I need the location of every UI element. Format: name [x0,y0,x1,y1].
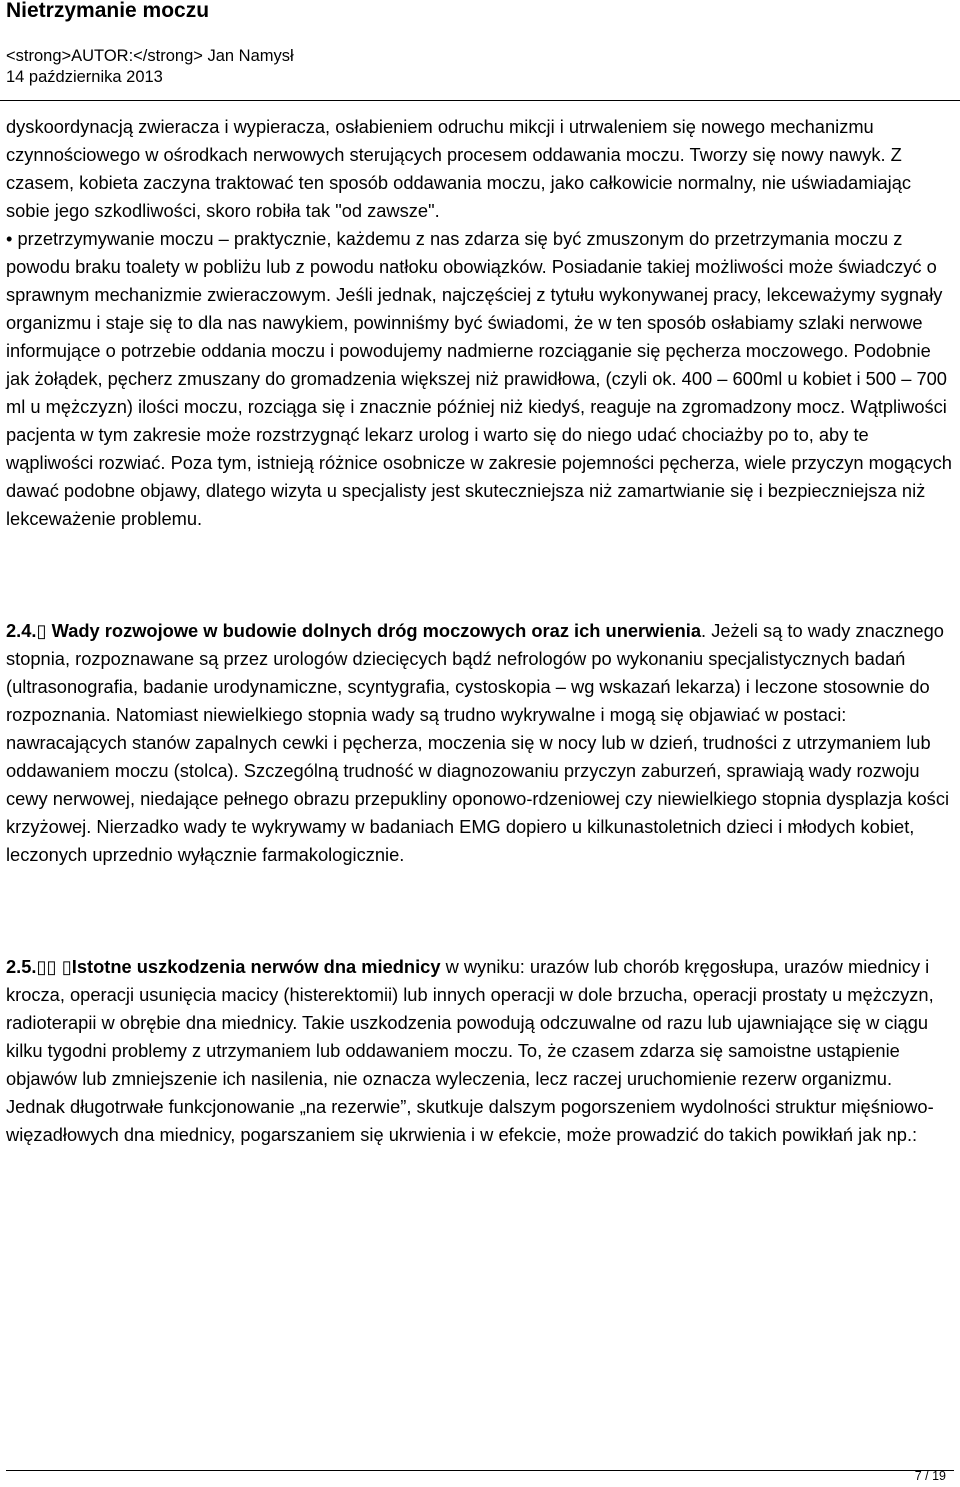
paragraph-nawyk: dyskoordynacją zwieracza i wypieracza, osłabieniem odruchu mikcji i utrwaleniem się nowego mechanizmu czynnościowego w ośrodkach nerwowych sterujących procesem oddawania moczu. Tworzy się nowy nawyk. Z czasem, kobieta zaczyna traktować ten sposób oddawania moczu, jako całkowicie normalny, nie uświadamiając sobie jego szkodliwości, skoro robiła tak "od zawsze". [6,116,912,221]
section-2-4 [6,617,954,869]
document-header [6,0,954,87]
document-title: Nietrzymanie moczu [6,0,210,22]
footer-divider [6,1470,954,1471]
section-2-4-text: . Jeżeli są to wady znacznego stopnia, rozpoznawane są przez urologów dziecięcych bądź nefrologów po wykonaniu specjalistycznych badań (ultrasonografia, badanie urodynamiczne, scyntygrafia, cystoskopia – wg wskazań lekarza) i leczone stosownie do rozpoznania. Natomiast niewielkiego stopnia wady są trudno wykrywalne i mogą się objawiać w postaci: nawracających stanów zapalnych cewki i pęcherza, moczenia się w nocy lub w dzień, trudności z utrzymaniem lub oddawaniem moczu (stolca). Szczególną trudność w diagnozowaniu przyczyn zaburzeń, sprawiają wady rozwoju cewy nerwowej, niedające pełnego obrazu przepukliny oponowo-rdzeniowej czy niewielkiego stopnia dysplazja kości krzyżowej. Nierzadko wady te wykrywamy w badaniach EMG dopiero u kilkunastoletnich dzieci i młodych kobiet, leczonych uprzednio wyłącznie farmakologicznie. [6,620,950,865]
section-spacer [6,533,954,617]
document-body [6,113,954,1149]
page-number: 7 / 19 [914,1469,946,1483]
document-date: 14 października 2013 [6,68,163,86]
document-author: <strong>AUTOR:</strong> Jan Namysł [6,47,294,65]
paragraph-przetrzymywanie: • przetrzymywanie moczu – praktycznie, każdemu z nas zdarza się być zmuszonym do przetrzymania moczu z powodu braku toalety w pobliżu lub z powodu natłoku obowiązków. Posiadanie takiej możliwości może świadczyć o sprawnym mechanizmie zwieraczowym. Jeśli jednak, najczęściej z tytułu wykonywanej pracy, lekceważymy sygnały organizmu i staje się to dla nas nawykiem, powinniśmy być świadomi, że w ten sposób osłabiamy szlaki nerwowe informujące o potrzebie oddania moczu i powodujemy nadmierne rozciąganie się pęcherza moczowego. Podobnie jak żołądek, pęcherz zmuszany do gromadzenia większej niż prawidłowa, (czyli ok. 400 – 600ml u kobiet i 500 – 700 ml u mężczyzn) ilości moczu, rozciąga się i znacznie później niż kiedyś, reaguje na zgromadzony mocz. Wątpliwości pacjenta w tym zakresie może rozstrzygnąć lekarz urolog i warto się do niego udać chociażby po to, aby te wąpliwości rozwiać. Poza tym, istnieją różnice osobnicze w zakresie pojemności pęcherza, wiele przyczyn mogących dawać podobne objawy, dlatego wizyta u specjalisty jest skuteczniejsza niż zamartwianie się i bezpieczniejsza niż lekceważenie problemu. [6,228,952,529]
section-2-5 [6,953,954,1149]
section-2-4-heading: 2.4.▯ Wady rozwojowe w budowie dolnych dróg moczowych oraz ich unerwienia [6,620,702,641]
section-2-5-heading: 2.5.▯▯ ▯Istotne uszkodzenia nerwów dna miednicy [6,956,441,977]
header-divider [0,100,960,101]
section-2-5-text: w wyniku: urazów lub chorób kręgosłupa, urazów miednicy i krocza, operacji usunięcia macicy (histerektomii) lub innych operacji w dole brzucha, operacji prostaty u mężczyzn, radioterapii w obrębie dna miednicy. Takie uszkodzenia powodują odczuwalne od razu lub ujawniające się w ciągu kilku tygodni problemy z utrzymaniem lub oddawaniem moczu. To, że czasem zdarza się samoistne ustąpienie objawów lub zmniejszenie ich nasilenia, nie oznacza wyleczenia, lecz raczej uruchomienie rezerw organizmu. Jednak długotrwałe funkcjonowanie „na rezerwie”, skutkuje dalszym pogorszeniem wydolności struktur mięśniowo-więzadłowych dna miednicy, pogarszaniem się ukrwienia i w efekcie, może prowadzić do takich powikłań jak np.: [6,956,934,1145]
section-spacer [6,869,954,953]
